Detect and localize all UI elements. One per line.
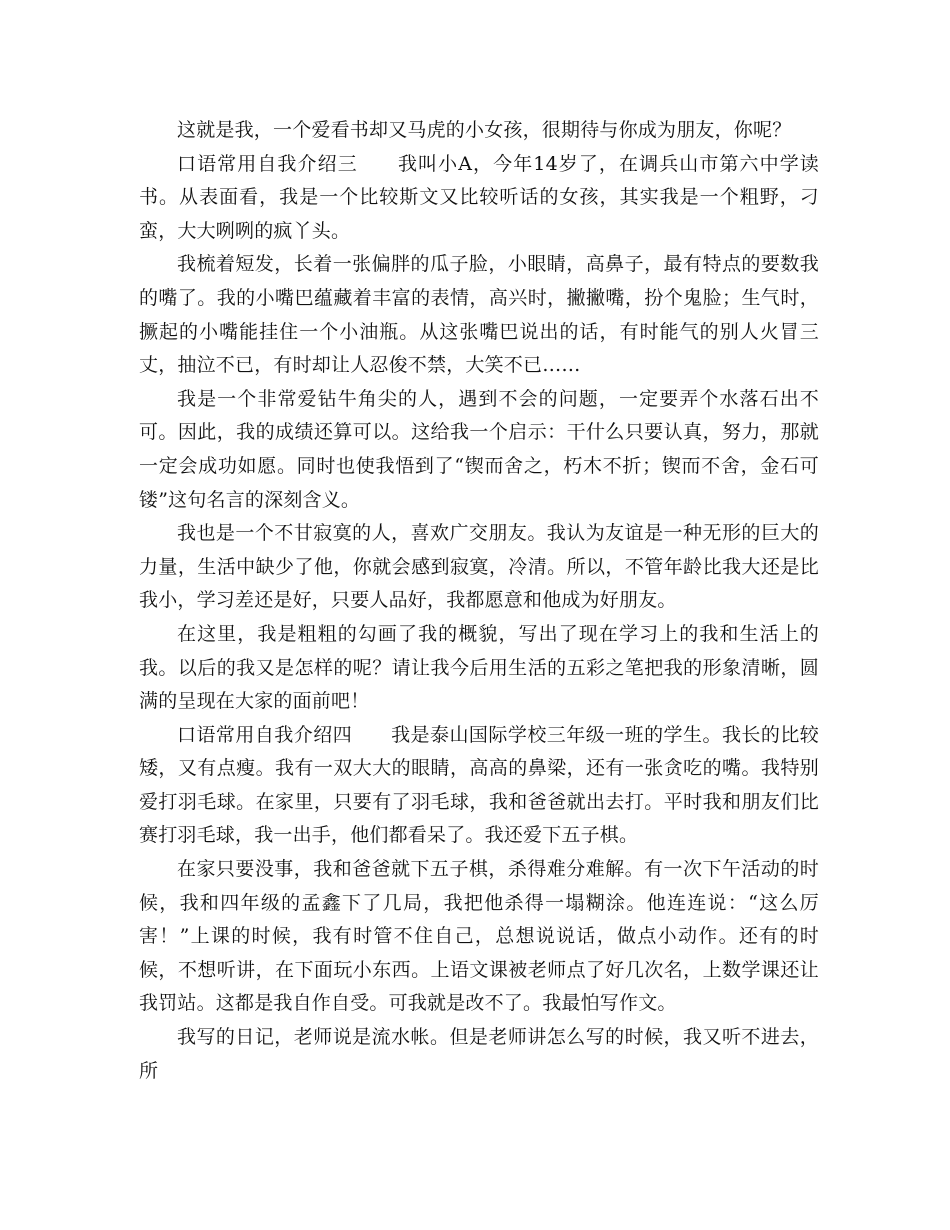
paragraph-4: 我是一个非常爱钻牛角尖的人，遇到不会的问题，一定要弄个水落石出不可。因此，我的成绩还算可以。这给我一个启示：干什么只要认真，努力，那就一定会成功如愿。同时也使我悟到了“锲而舍之，朽木不折；锲而不舍，金石可镂”这句名言的深刻含义。 [139,387,819,511]
paragraph-3: 我梳着短发，长着一张偏胖的瓜子脸，小眼睛，高鼻子，最有特点的要数我的嘴了。我的小嘴巴蕴藏着丰富的表情，高兴时，撇撇嘴，扮个鬼脸；生气时，撅起的小嘴能挂住一个小油瓶。从这张嘴巴说出的话，有时能气的别人火冒三丈，抽泣不已，有时却让人忍俊不禁，大笑不已…… [139,253,819,377]
paragraph-5: 我也是一个不甘寂寞的人，喜欢广交朋友。我认为友谊是一种无形的巨大的力量，生活中缺少了他，你就会感到寂寞，冷清。所以，不管年龄比我大还是比我小，学习差还是好，只要人品好，我都愿意和他成为好朋友。 [139,522,819,612]
paragraph-1: 这就是我，一个爱看书却又马虎的小女孩，很期待与你成为朋友，你呢？ [177,119,792,141]
paragraph-9: 我写的日记，老师说是流水帐。但是老师讲怎么写的时候，我又听不进去，所 [139,1026,819,1082]
paragraph-2: 口语常用自我介绍三 我叫小A，今年14岁了，在调兵山市第六中学读书。从表面看，我是一个比较斯文又比较听话的女孩，其实我是一个粗野，刁蛮，大大咧咧的疯丫头。 [139,152,819,242]
paragraph-7: 口语常用自我介绍四 我是泰山国际学校三年级一班的学生。我长的比较矮，又有点瘦。我有一双大大的眼睛，高高的鼻梁，还有一张贪吃的嘴。我特别爱打羽毛球。在家里，只要有了羽毛球，我和爸爸就出去打。平时我和朋友们比赛打羽毛球，我一出手，他们都看呆了。我还爱下五子棋。 [139,723,819,847]
document-body [139,114,819,1088]
paragraph-8: 在家只要没事，我和爸爸就下五子棋，杀得难分难解。有一次下午活动的时候，我和四年级的孟鑫下了几局，我把他杀得一塌糊涂。他连连说：“这么厉害！”上课的时候，我有时管不住自己，总想说说话，做点小动作。还有的时候，不想听讲，在下面玩小东西。上语文课被老师点了好几次名，上数学课还让我罚站。这都是我自作自受。可我就是改不了。我最怕写作文。 [139,858,819,1015]
paragraph-6: 在这里，我是粗粗的勾画了我的概貌，写出了现在学习上的我和生活上的我。以后的我又是怎样的呢？请让我今后用生活的五彩之笔把我的形象清晰，圆满的呈现在大家的面前吧！ [139,622,819,713]
